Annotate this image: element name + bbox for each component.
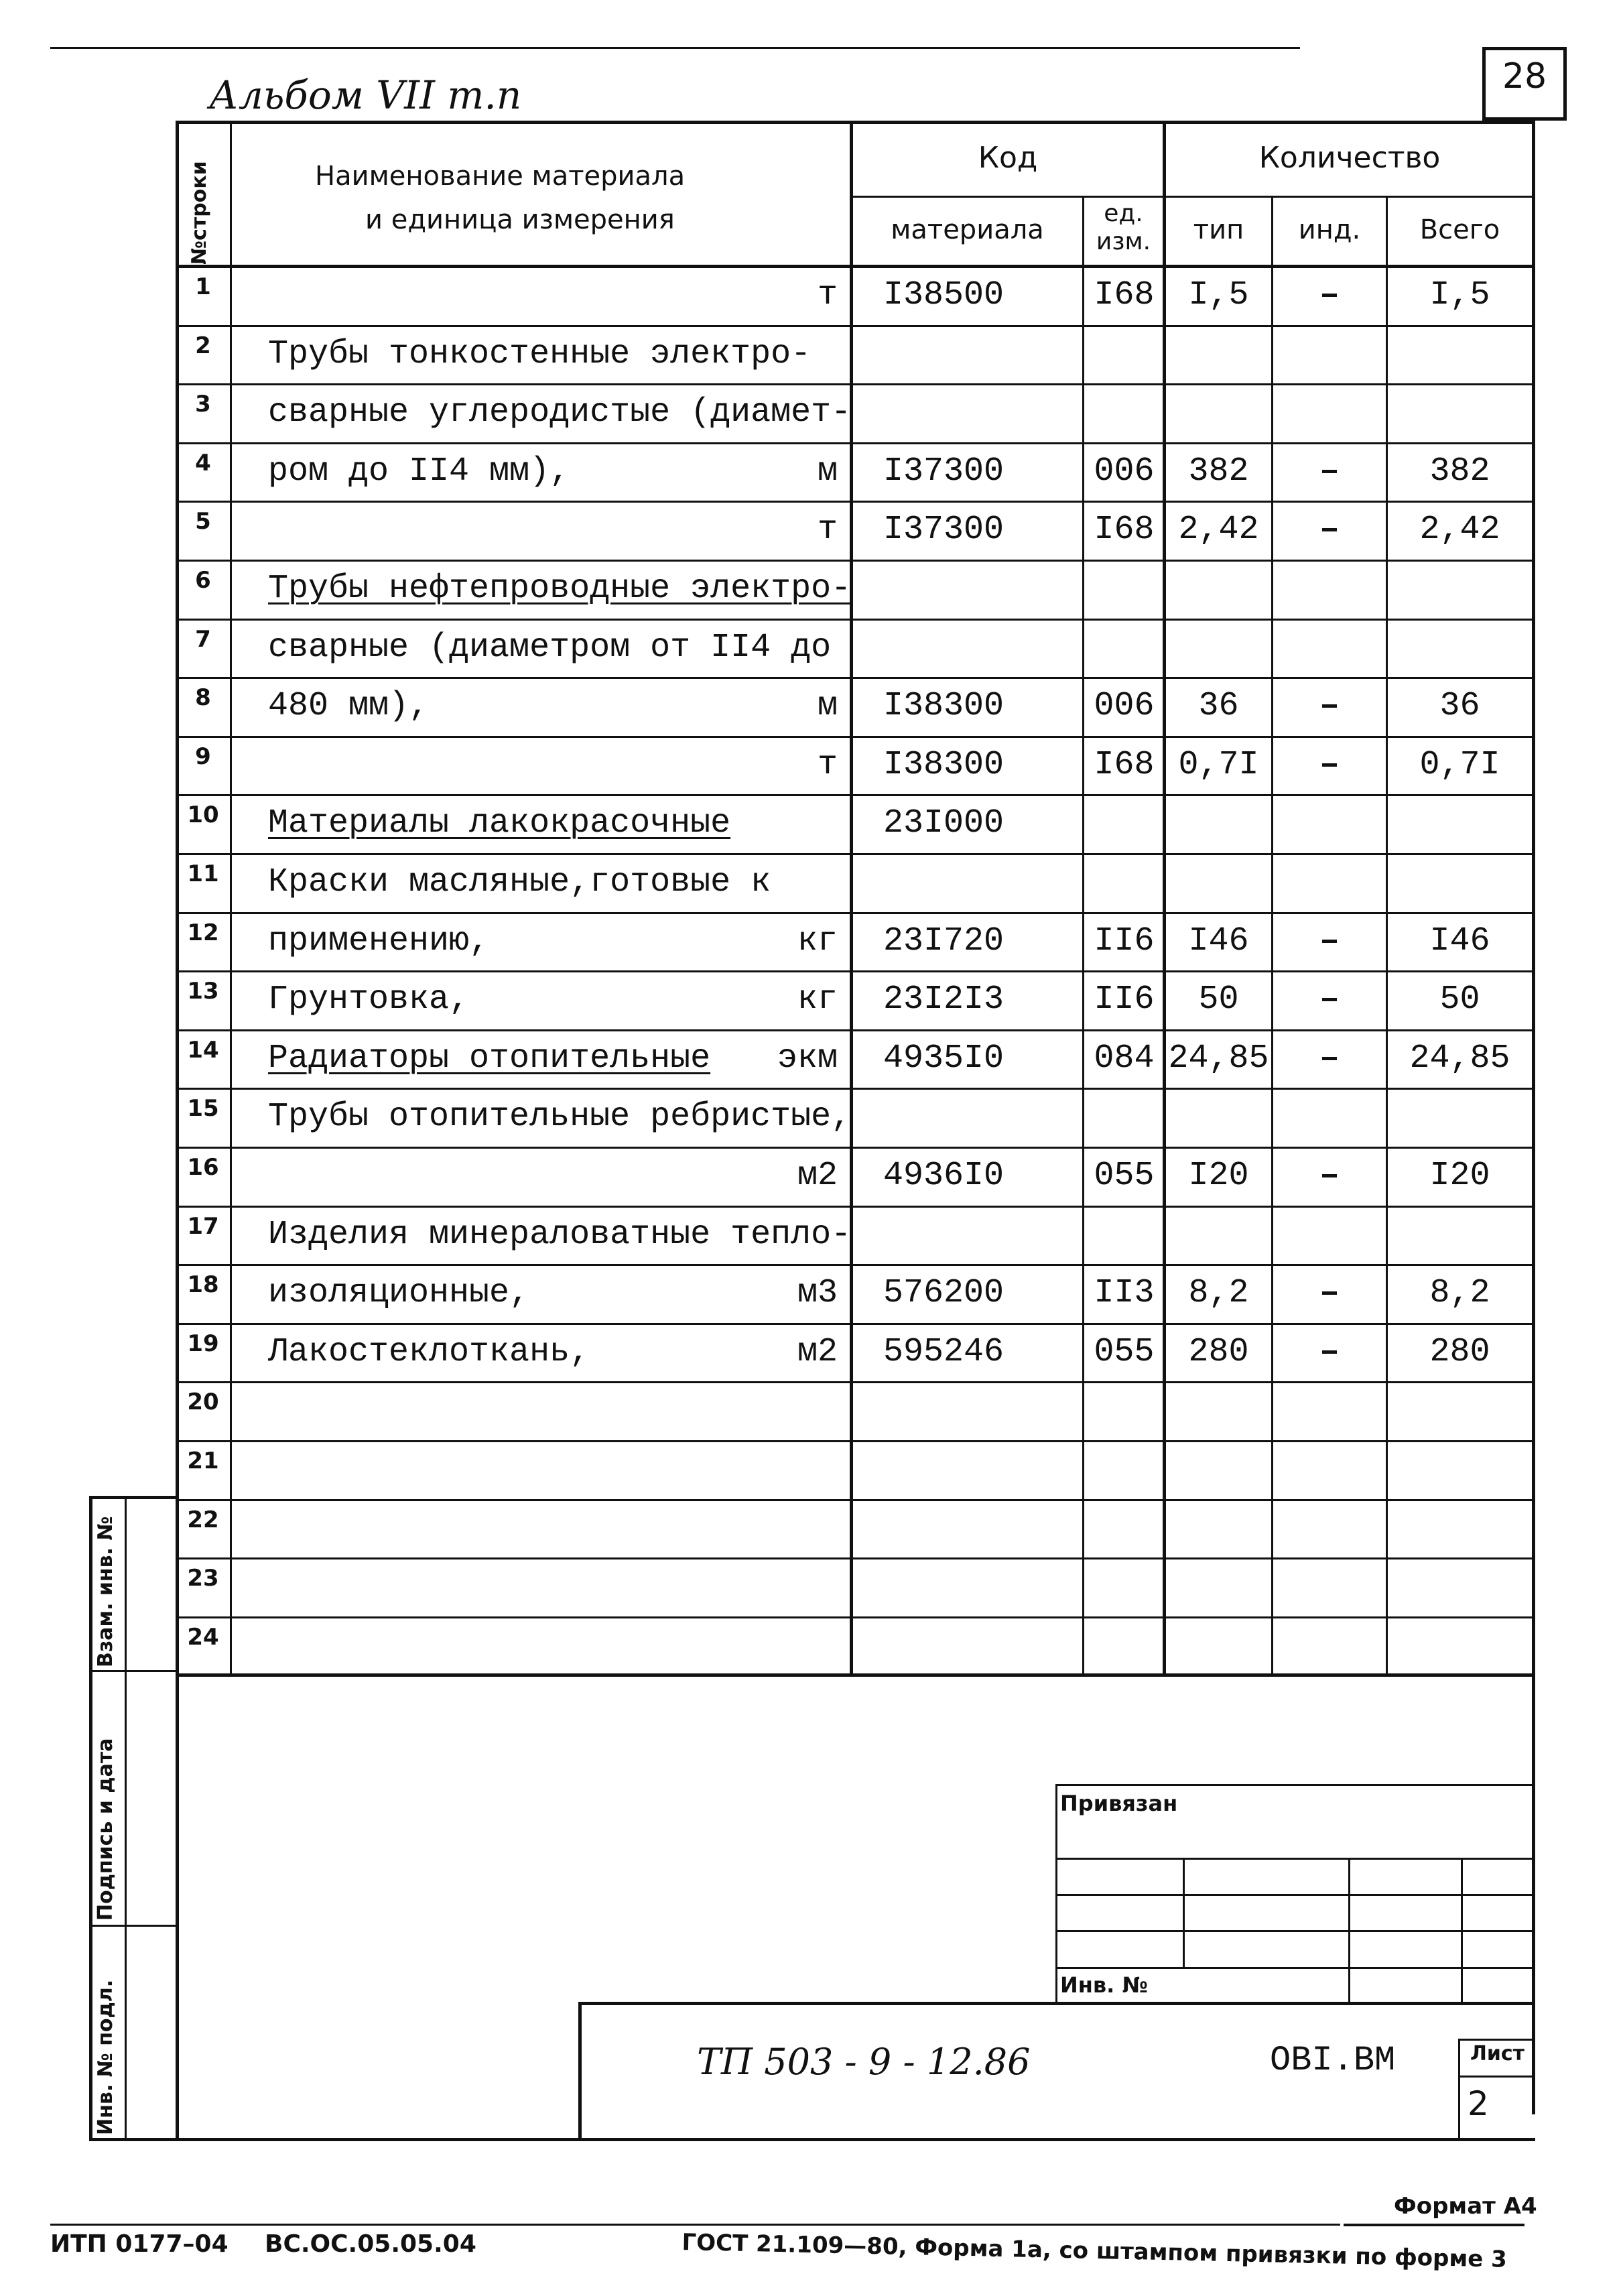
unit-name: т bbox=[817, 276, 838, 314]
unit-code: 055 bbox=[1094, 1332, 1155, 1371]
qty-total: 50 bbox=[1439, 980, 1480, 1019]
qty-total: I46 bbox=[1429, 921, 1490, 960]
row-number: 20 bbox=[187, 1389, 219, 1416]
row-number: 17 bbox=[187, 1212, 219, 1240]
material-code: 576200 bbox=[883, 1274, 1004, 1313]
row-number: 8 bbox=[195, 684, 211, 712]
material-name: Грунтовка, bbox=[268, 980, 470, 1019]
qty-total: 280 bbox=[1429, 1332, 1490, 1371]
unit-name: м3 bbox=[797, 1274, 838, 1313]
qty-type: 0,7I bbox=[1178, 745, 1259, 784]
format-label: Формат А4 bbox=[1394, 2193, 1537, 2220]
qty-type: 36 bbox=[1198, 687, 1239, 726]
side-vzam: Взам. инв. № bbox=[94, 1516, 117, 1667]
qty-ind: – bbox=[1319, 980, 1340, 1019]
unit-name: м bbox=[817, 452, 838, 491]
material-name: Трубы тонкостенные электро- bbox=[268, 334, 812, 373]
row-number: 6 bbox=[195, 567, 211, 594]
unit-code: I68 bbox=[1094, 745, 1155, 784]
qty-type: I46 bbox=[1188, 921, 1249, 960]
qty-type: 24,85 bbox=[1168, 1039, 1269, 1078]
unit-name: м2 bbox=[797, 1332, 838, 1371]
material-name: сварные (диаметром от II4 до bbox=[268, 628, 832, 667]
qty-total: 36 bbox=[1439, 687, 1480, 726]
qty-ind: – bbox=[1319, 921, 1340, 960]
material-name: ром до II4 мм), bbox=[268, 452, 570, 491]
page-number: 28 bbox=[1502, 56, 1547, 97]
unit-code: II6 bbox=[1094, 980, 1155, 1019]
material-name: 480 мм), bbox=[268, 687, 430, 726]
row-number: 24 bbox=[187, 1623, 219, 1651]
qty-type: 50 bbox=[1198, 980, 1239, 1019]
qty-type: 8,2 bbox=[1188, 1274, 1249, 1313]
qty-total: 24,85 bbox=[1409, 1039, 1510, 1078]
qty-ind: – bbox=[1319, 687, 1340, 726]
side-inv: Инв. № подл. bbox=[94, 1979, 117, 2135]
header-rownum: №строки bbox=[188, 161, 211, 265]
header-quantity: Количество bbox=[1258, 141, 1441, 175]
qty-ind: – bbox=[1319, 745, 1340, 784]
unit-name: т bbox=[817, 745, 838, 784]
unit-code: 055 bbox=[1094, 1157, 1155, 1195]
unit-code: 006 bbox=[1094, 452, 1155, 491]
row-number: 22 bbox=[187, 1506, 219, 1533]
row-number: 9 bbox=[195, 743, 211, 770]
unit-name: кг bbox=[797, 921, 838, 960]
unit-name: экм bbox=[777, 1039, 838, 1078]
header-type: тип bbox=[1193, 214, 1244, 245]
row-number: 18 bbox=[187, 1271, 219, 1299]
unit-code: 006 bbox=[1094, 687, 1155, 726]
qty-total: I20 bbox=[1429, 1157, 1490, 1195]
row-number: 5 bbox=[195, 508, 211, 535]
row-number: 7 bbox=[195, 625, 211, 653]
row-number: 12 bbox=[187, 919, 219, 946]
row-number: 23 bbox=[187, 1565, 219, 1592]
sheet-label: Лист bbox=[1470, 2042, 1525, 2065]
header-unit-line1: ед. bbox=[1104, 200, 1143, 227]
material-code: I37300 bbox=[883, 511, 1004, 550]
unit-code: 084 bbox=[1094, 1039, 1155, 1078]
qty-type: I,5 bbox=[1188, 276, 1249, 314]
qty-ind: – bbox=[1319, 452, 1340, 491]
qty-type: I20 bbox=[1188, 1157, 1249, 1195]
side-podpis: Подпись и дата bbox=[94, 1738, 117, 1921]
header-name-line1: Наименование материала bbox=[315, 161, 686, 192]
material-name: сварные углеродистые (диамет- bbox=[268, 393, 852, 432]
material-code: 23I2I3 bbox=[883, 980, 1004, 1019]
unit-name: кг bbox=[797, 980, 838, 1019]
row-number: 10 bbox=[187, 802, 219, 829]
material-name: Краски масляные,готовые к bbox=[268, 863, 771, 901]
qty-ind: – bbox=[1319, 1332, 1340, 1371]
material-code: I38500 bbox=[883, 276, 1004, 314]
header-unit-line2: изм. bbox=[1096, 228, 1151, 255]
unit-code: I68 bbox=[1094, 276, 1155, 314]
qty-total: I,5 bbox=[1429, 276, 1490, 314]
material-code: 23I000 bbox=[883, 804, 1004, 843]
inv-no-label: Инв. № bbox=[1060, 1972, 1148, 1998]
row-number: 16 bbox=[187, 1154, 219, 1181]
material-name: изоляционные, bbox=[268, 1274, 530, 1313]
material-code: 595246 bbox=[883, 1332, 1004, 1371]
material-code: I38300 bbox=[883, 687, 1004, 726]
qty-total: 2,42 bbox=[1419, 511, 1500, 550]
material-name: Материалы лакокрасочные bbox=[268, 804, 731, 843]
qty-type: 280 bbox=[1188, 1332, 1249, 1371]
privyazan-label: Привязан bbox=[1060, 1791, 1178, 1816]
header-name-line2: и единица измерения bbox=[365, 204, 675, 235]
row-number: 19 bbox=[187, 1330, 219, 1357]
material-name: применению, bbox=[268, 921, 490, 960]
album-note: Альбом VII т.п bbox=[209, 72, 522, 118]
header-ind: инд. bbox=[1298, 214, 1361, 245]
material-name: Изделия минераловатные тепло- bbox=[268, 1215, 852, 1254]
doc-mark: ОВI.ВМ bbox=[1270, 2041, 1396, 2080]
unit-name: м2 bbox=[797, 1157, 838, 1195]
doc-code: ТП 503 - 9 - 12.86 bbox=[697, 2041, 1031, 2083]
sheet-number: 2 bbox=[1468, 2084, 1489, 2123]
row-number: 4 bbox=[195, 449, 211, 476]
row-number: 3 bbox=[195, 391, 211, 418]
footer-gost: ГОСТ 21.109—80, Форма 1а, со штампом привязки по форме 3 bbox=[681, 2229, 1508, 2273]
qty-total: 382 bbox=[1429, 452, 1490, 491]
row-number: 11 bbox=[187, 860, 219, 887]
material-name: Трубы нефтепроводные электро- bbox=[268, 570, 852, 608]
unit-code: II6 bbox=[1094, 921, 1155, 960]
qty-type: 2,42 bbox=[1178, 511, 1259, 550]
unit-name: т bbox=[817, 511, 838, 550]
qty-ind: – bbox=[1319, 276, 1340, 314]
qty-type: 382 bbox=[1188, 452, 1249, 491]
header-code: Код bbox=[978, 141, 1038, 175]
row-number: 1 bbox=[195, 273, 211, 300]
footer-code: ВС.ОС.05.05.04 bbox=[265, 2230, 476, 2258]
material-name: Трубы отопительные ребристые, bbox=[268, 1098, 852, 1137]
qty-ind: – bbox=[1319, 1157, 1340, 1195]
header-material: материала bbox=[891, 214, 1044, 245]
row-number: 13 bbox=[187, 978, 219, 1005]
row-number: 14 bbox=[187, 1036, 219, 1064]
footer-itp: ИТП 0177–04 bbox=[50, 2230, 229, 2258]
unit-code: I68 bbox=[1094, 511, 1155, 550]
material-code: 4936I0 bbox=[883, 1157, 1004, 1195]
row-number: 15 bbox=[187, 1095, 219, 1123]
qty-ind: – bbox=[1319, 511, 1340, 550]
material-code: I38300 bbox=[883, 745, 1004, 784]
qty-total: 0,7I bbox=[1419, 745, 1500, 784]
unit-code: II3 bbox=[1094, 1274, 1155, 1313]
material-code: 23I720 bbox=[883, 921, 1004, 960]
qty-ind: – bbox=[1319, 1274, 1340, 1313]
row-number: 21 bbox=[187, 1448, 219, 1474]
row-number: 2 bbox=[195, 332, 211, 359]
qty-total: 8,2 bbox=[1429, 1274, 1490, 1313]
material-code: I37300 bbox=[883, 452, 1004, 491]
material-code: 4935I0 bbox=[883, 1039, 1004, 1078]
material-name: Радиаторы отопительные bbox=[268, 1039, 711, 1078]
header-total: Всего bbox=[1419, 214, 1500, 245]
material-name: Лакостеклоткань, bbox=[268, 1332, 590, 1371]
qty-ind: – bbox=[1319, 1039, 1340, 1078]
unit-name: м bbox=[817, 687, 838, 726]
